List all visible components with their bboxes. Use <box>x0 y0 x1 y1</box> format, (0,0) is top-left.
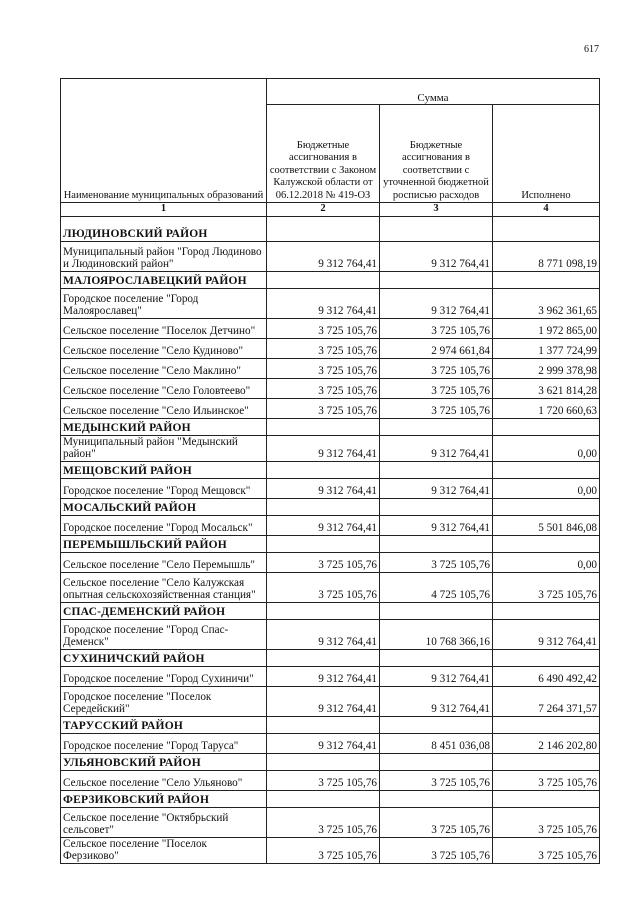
district-name: УЛЬЯНОВСКИЙ РАЙОН <box>61 753 267 770</box>
law-allocation-value: 3 725 105,76 <box>267 398 380 418</box>
municipality-name: Сельское поселение "Поселок Ферзиково" <box>61 837 267 863</box>
updated-allocation-value: 10 768 366,16 <box>380 619 493 649</box>
table-row <box>61 288 600 318</box>
municipality-name: Городское поселение "Город Таруса" <box>61 733 267 753</box>
updated-allocation-value: 9 312 764,41 <box>380 478 493 498</box>
empty-cell <box>267 216 380 241</box>
table-row <box>61 515 600 535</box>
law-allocation-value: 3 725 105,76 <box>267 358 380 378</box>
budget-table <box>60 78 600 864</box>
district-name: ТАРУССКИЙ РАЙОН <box>61 716 267 733</box>
updated-allocation-value: 3 725 105,76 <box>380 837 493 863</box>
table-row <box>61 837 600 863</box>
municipality-name: Городское поселение "Город Малоярославец" <box>61 288 267 318</box>
table-row <box>61 770 600 790</box>
district-row <box>61 753 600 770</box>
empty-cell <box>380 790 493 807</box>
header-law-allocations: Бюджетные ассигнования в соответствии с Законом Калужской области от 06.12.2018 № 419-ОЗ <box>267 105 380 203</box>
table-row <box>61 398 600 418</box>
district-row <box>61 216 600 241</box>
updated-allocation-value: 8 451 036,08 <box>380 733 493 753</box>
law-allocation-value: 3 725 105,76 <box>267 572 380 602</box>
district-row <box>61 461 600 478</box>
table-row <box>61 318 600 338</box>
column-number: 1 <box>61 203 267 217</box>
empty-cell <box>267 535 380 552</box>
header-updated-allocations: Бюджетные ассигнования в соответствии с уточненной бюджетной росписью расходов <box>380 105 493 203</box>
law-allocation-value: 9 312 764,41 <box>267 666 380 686</box>
empty-cell <box>493 461 600 478</box>
empty-cell <box>493 790 600 807</box>
empty-cell <box>493 535 600 552</box>
district-row <box>61 716 600 733</box>
table-row <box>61 686 600 716</box>
executed-value: 5 501 846,08 <box>493 515 600 535</box>
column-number: 4 <box>493 203 600 217</box>
municipality-name: Сельское поселение "Село Перемышль" <box>61 552 267 572</box>
law-allocation-value: 9 312 764,41 <box>267 619 380 649</box>
district-row <box>61 602 600 619</box>
district-name: МЕДЫНСКИЙ РАЙОН <box>61 418 267 435</box>
executed-value: 1 377 724,99 <box>493 338 600 358</box>
empty-cell <box>267 716 380 733</box>
executed-value: 1 972 865,00 <box>493 318 600 338</box>
empty-cell <box>267 790 380 807</box>
updated-allocation-value: 9 312 764,41 <box>380 435 493 461</box>
executed-value: 1 720 660,63 <box>493 398 600 418</box>
header-sum: Сумма <box>267 79 600 105</box>
updated-allocation-value: 3 725 105,76 <box>380 358 493 378</box>
law-allocation-value: 3 725 105,76 <box>267 807 380 837</box>
law-allocation-value: 9 312 764,41 <box>267 288 380 318</box>
empty-cell <box>267 461 380 478</box>
table-row <box>61 552 600 572</box>
executed-value: 3 725 105,76 <box>493 770 600 790</box>
district-name: СУХИНИЧСКИЙ РАЙОН <box>61 649 267 666</box>
empty-cell <box>380 418 493 435</box>
empty-cell <box>493 602 600 619</box>
empty-cell <box>493 716 600 733</box>
updated-allocation-value: 3 725 105,76 <box>380 552 493 572</box>
municipality-name: Муниципальный район "Медынский район" <box>61 435 267 461</box>
empty-cell <box>493 649 600 666</box>
table-row <box>61 338 600 358</box>
law-allocation-value: 9 312 764,41 <box>267 435 380 461</box>
district-row <box>61 790 600 807</box>
table-row <box>61 619 600 649</box>
empty-cell <box>380 498 493 515</box>
municipality-name: Сельское поселение "Село Головтеево" <box>61 378 267 398</box>
empty-cell <box>267 271 380 288</box>
empty-cell <box>380 216 493 241</box>
page-number: 617 <box>584 44 599 55</box>
law-allocation-value: 9 312 764,41 <box>267 241 380 271</box>
updated-allocation-value: 2 974 661,84 <box>380 338 493 358</box>
column-number: 3 <box>380 203 493 217</box>
municipality-name: Сельское поселение "Село Калужская опытная сельскохозяйственная станция" <box>61 572 267 602</box>
district-name: МОСАЛЬСКИЙ РАЙОН <box>61 498 267 515</box>
table-row <box>61 241 600 271</box>
law-allocation-value: 3 725 105,76 <box>267 378 380 398</box>
empty-cell <box>380 753 493 770</box>
empty-cell <box>267 602 380 619</box>
executed-value: 7 264 371,57 <box>493 686 600 716</box>
municipality-name: Сельское поселение "Село Ульяново" <box>61 770 267 790</box>
district-name: СПАС-ДЕМЕНСКИЙ РАЙОН <box>61 602 267 619</box>
executed-value: 3 621 814,28 <box>493 378 600 398</box>
updated-allocation-value: 9 312 764,41 <box>380 241 493 271</box>
district-name: ЛЮДИНОВСКИЙ РАЙОН <box>61 216 267 241</box>
law-allocation-value: 9 312 764,41 <box>267 478 380 498</box>
municipality-name: Городское поселение "Город Мещовск" <box>61 478 267 498</box>
municipality-name: Сельское поселение "Село Кудиново" <box>61 338 267 358</box>
executed-value: 0,00 <box>493 478 600 498</box>
law-allocation-value: 9 312 764,41 <box>267 686 380 716</box>
updated-allocation-value: 9 312 764,41 <box>380 288 493 318</box>
empty-cell <box>267 418 380 435</box>
table-row <box>61 572 600 602</box>
empty-cell <box>267 753 380 770</box>
district-row <box>61 535 600 552</box>
district-row <box>61 498 600 515</box>
empty-cell <box>493 418 600 435</box>
municipality-name: Сельское поселение "Октябрьский сельсовет" <box>61 807 267 837</box>
header-executed: Исполнено <box>493 105 600 203</box>
table-body <box>61 216 600 863</box>
executed-value: 0,00 <box>493 552 600 572</box>
column-number: 2 <box>267 203 380 217</box>
empty-cell <box>380 461 493 478</box>
executed-value: 6 490 492,42 <box>493 666 600 686</box>
district-row <box>61 649 600 666</box>
executed-value: 0,00 <box>493 435 600 461</box>
law-allocation-value: 3 725 105,76 <box>267 837 380 863</box>
updated-allocation-value: 3 725 105,76 <box>380 770 493 790</box>
empty-cell <box>380 602 493 619</box>
empty-cell <box>267 498 380 515</box>
municipality-name: Городское поселение "Город Мосальск" <box>61 515 267 535</box>
municipality-name: Сельское поселение "Село Ильинское" <box>61 398 267 418</box>
updated-allocation-value: 4 725 105,76 <box>380 572 493 602</box>
table-row <box>61 733 600 753</box>
district-name: ПЕРЕМЫШЛЬСКИЙ РАЙОН <box>61 535 267 552</box>
table-row <box>61 435 600 461</box>
law-allocation-value: 9 312 764,41 <box>267 733 380 753</box>
executed-value: 2 999 378,98 <box>493 358 600 378</box>
law-allocation-value: 3 725 105,76 <box>267 770 380 790</box>
empty-cell <box>493 216 600 241</box>
updated-allocation-value: 9 312 764,41 <box>380 515 493 535</box>
table-row <box>61 358 600 378</box>
table-row <box>61 478 600 498</box>
law-allocation-value: 3 725 105,76 <box>267 318 380 338</box>
table-row <box>61 807 600 837</box>
municipality-name: Городское поселение "Поселок Середейский" <box>61 686 267 716</box>
law-allocation-value: 3 725 105,76 <box>267 552 380 572</box>
district-row <box>61 271 600 288</box>
district-name: ФЕРЗИКОВСКИЙ РАЙОН <box>61 790 267 807</box>
executed-value: 3 725 105,76 <box>493 572 600 602</box>
municipality-name: Городское поселение "Город Сухиничи" <box>61 666 267 686</box>
updated-allocation-value: 9 312 764,41 <box>380 686 493 716</box>
updated-allocation-value: 3 725 105,76 <box>380 378 493 398</box>
empty-cell <box>493 271 600 288</box>
executed-value: 9 312 764,41 <box>493 619 600 649</box>
header-name: Наименование муниципальных образований <box>61 79 267 203</box>
law-allocation-value: 9 312 764,41 <box>267 515 380 535</box>
executed-value: 2 146 202,80 <box>493 733 600 753</box>
empty-cell <box>493 498 600 515</box>
executed-value: 8 771 098,19 <box>493 241 600 271</box>
table-row <box>61 378 600 398</box>
municipality-name: Муниципальный район "Город Людиново и Людиновский район" <box>61 241 267 271</box>
law-allocation-value: 3 725 105,76 <box>267 338 380 358</box>
executed-value: 3 725 105,76 <box>493 837 600 863</box>
municipality-name: Сельское поселение "Село Маклино" <box>61 358 267 378</box>
updated-allocation-value: 3 725 105,76 <box>380 807 493 837</box>
municipality-name: Городское поселение "Город Спас-Деменск" <box>61 619 267 649</box>
empty-cell <box>493 753 600 770</box>
empty-cell <box>380 649 493 666</box>
empty-cell <box>380 535 493 552</box>
updated-allocation-value: 9 312 764,41 <box>380 666 493 686</box>
executed-value: 3 962 361,65 <box>493 288 600 318</box>
empty-cell <box>267 649 380 666</box>
empty-cell <box>380 271 493 288</box>
district-name: МЕЩОВСКИЙ РАЙОН <box>61 461 267 478</box>
municipality-name: Сельское поселение "Поселок Детчино" <box>61 318 267 338</box>
executed-value: 3 725 105,76 <box>493 807 600 837</box>
district-row <box>61 418 600 435</box>
updated-allocation-value: 3 725 105,76 <box>380 398 493 418</box>
updated-allocation-value: 3 725 105,76 <box>380 318 493 338</box>
empty-cell <box>380 716 493 733</box>
table-row <box>61 666 600 686</box>
district-name: МАЛОЯРОСЛАВЕЦКИЙ РАЙОН <box>61 271 267 288</box>
